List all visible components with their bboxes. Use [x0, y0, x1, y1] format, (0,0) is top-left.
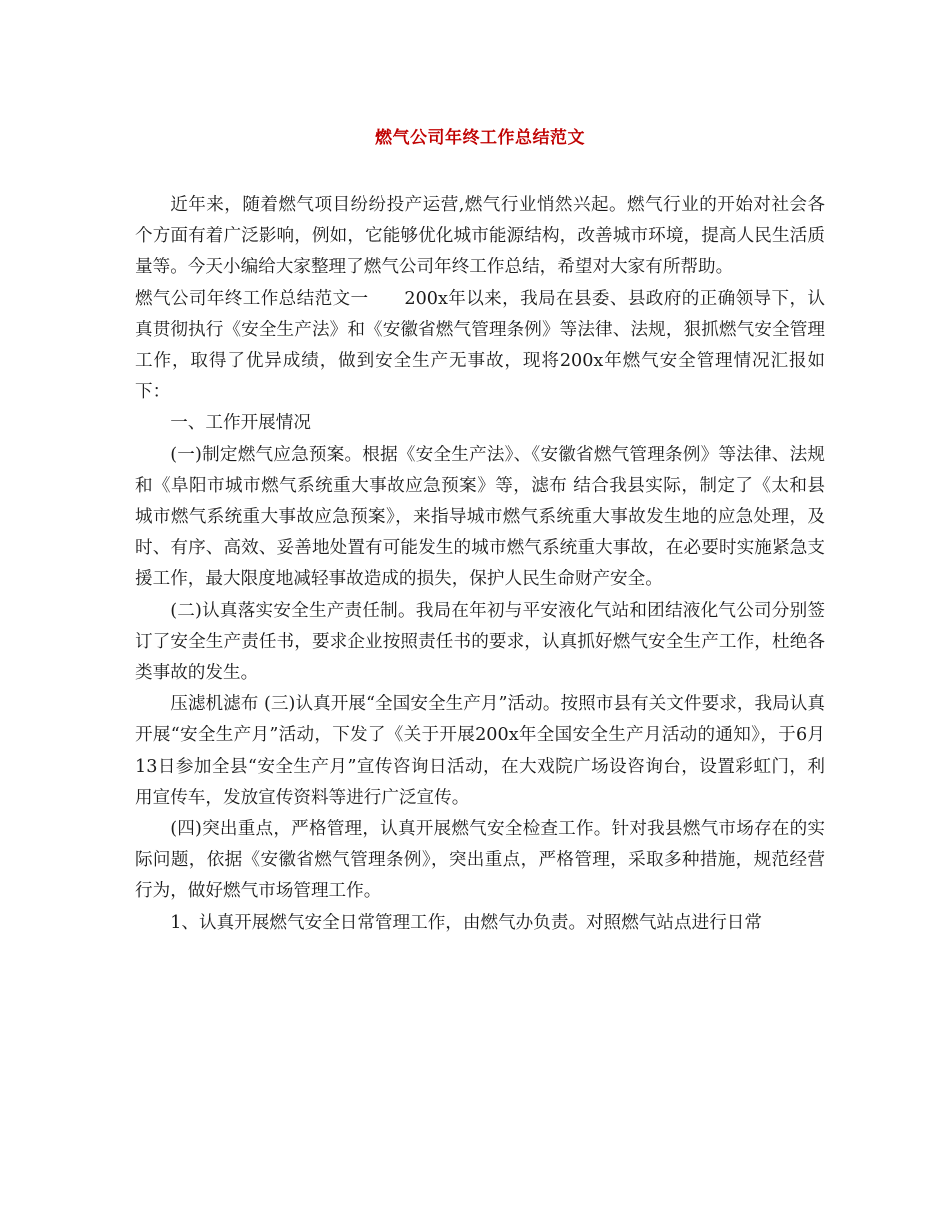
paragraph-inspection: (四)突出重点，严格管理，认真开展燃气安全检查工作。针对我县燃气市场存在的实际问题，依据《安徽省燃气管理条例》，突出重点，严格管理，采取多种措施，规范经营行为，做好燃气市场管理工作。: [135, 819, 825, 902]
document-title: 燃气公司年终工作总结范文: [375, 128, 585, 148]
paragraph-safety-month: 压滤机滤布 (三)认真开展“全国安全生产月”活动。按照市县有关文件要求，我局认真开展“安全生产月”活动，下发了《关于开展200x年全国安全生产月活动的通知》，于6月13日参加全县“安全生产月”宣传咨询日活动，在大戏院广场设咨询台，设置彩虹门，利用宣传车，发放宣传资料等进行广泛宣传。: [135, 694, 825, 808]
paragraph-daily-management: 1、认真开展燃气安全日常管理工作，由燃气办负责。对照燃气站点进行日常: [170, 912, 762, 933]
paragraph-responsibility: (二)认真落实安全生产责任制。我局在年初与平安液化气站和团结液化气公司分别签订了安全生产责任书，要求企业按照责任书的要求，认真抓好燃气安全生产工作，杜绝各类事故的发生。: [135, 600, 825, 684]
paragraph-intro: 近年来，随着燃气项目纷纷投产运营,燃气行业悄然兴起。燃气行业的开始对社会各个方面有着广泛影响，例如，它能够优化城市能源结构，改善城市环境，提高人民生活质量等。今天小编给大家整理了燃气公司年终工作总结，希望对大家有所帮助。: [135, 195, 825, 278]
paragraph-section-one-intro: 燃气公司年终工作总结范文一 200x年以来，我局在县委、县政府的正确领导下，认真贯彻执行《安全生产法》和《安徽省燃气管理条例》等法律、法规，狠抓燃气安全管理工作，取得了优异成绩，做到安全生产无事故，现将200x年燃气安全管理情况汇报如下：: [135, 288, 825, 403]
document-body: [135, 190, 825, 939]
heading-work-situation: 一、工作开展情况: [170, 413, 311, 434]
paragraph-emergency-plan: (一)制定燃气应急预案。根据《安全生产法》、《安徽省燃气管理条例》等法律、法规和《阜阳市城市燃气系统重大事故应急预案》等，滤布 结合我县实际，制定了《太和县城市燃气系统重大事故应急预案》，来指导城市燃气系统重大事故发生地的应急处理，及时、有序、高效、妥善地处置有可能发生的城市燃气系统重大事故，在必要时实施紧急支援工作，最大限度地减轻事故造成的损失，保护人民生命财产安全。: [135, 444, 825, 590]
